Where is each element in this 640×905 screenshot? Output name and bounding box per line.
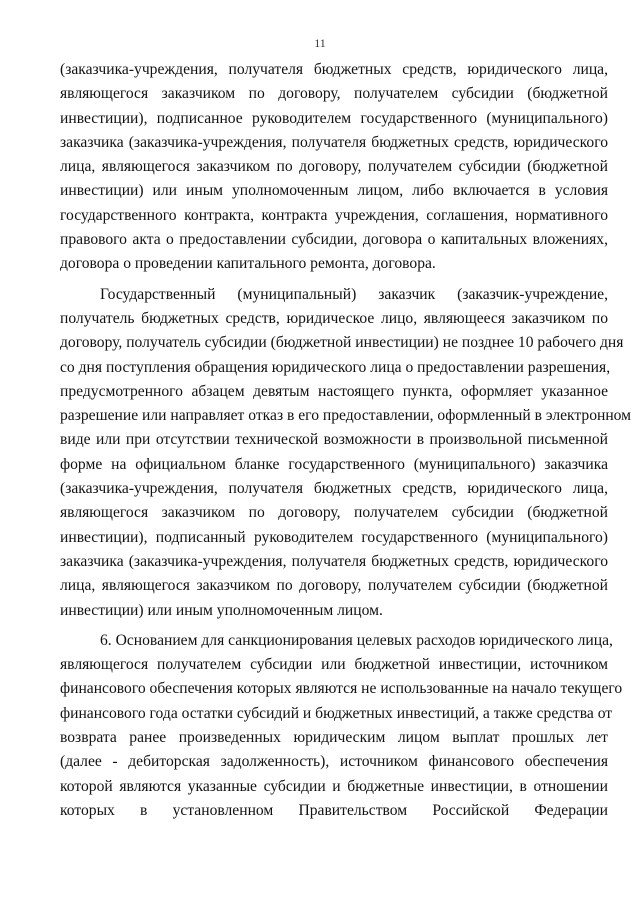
paragraph	[60, 283, 632, 623]
document-body	[60, 58, 632, 823]
text-line: форме на официальном бланке государственного (муниципального) заказчика	[60, 455, 608, 473]
text-line: инвестиции), подписанное руководителем государственного (муниципального)	[60, 109, 608, 127]
text-line: (заказчика-учреждения, получателя бюджетных средств, юридического лица,	[60, 61, 608, 78]
text-line: возврата ранее произведенных юридическим лицом выплат прошлых лет	[60, 729, 608, 747]
text-line: инвестиции), подписанный руководителем государственного (муниципального)	[60, 528, 608, 546]
text-line: лица, являющегося заказчиком по договору, получателем субсидии (бюджетной	[60, 577, 608, 595]
text-line: правового акта о предоставлении субсидии, договора о капитальных вложениях,	[60, 231, 608, 249]
text-line: (заказчика-учреждения, получателя бюджетных средств, юридического лица,	[60, 480, 608, 498]
text-line: заказчика (заказчика-учреждения, получателя бюджетных средств, юридического	[60, 552, 608, 570]
text-line: которой являются указанные субсидии и бюджетные инвестиции, в отношении	[60, 777, 608, 795]
text-line: являющегося заказчиком по договору, получателем субсидии (бюджетной	[60, 504, 608, 522]
text-line: государственного контракта, контракта учреждения, соглашения, нормативного	[60, 206, 608, 224]
text-line: которых в установленном Правительством Российской Федерации	[60, 801, 608, 819]
text-line: предусмотренного абзацем девятым настоящего пункта, оформляет указанное	[60, 382, 608, 400]
text-line: разрешение или направляет отказ в его предоставлении, оформленный в электронном	[60, 407, 632, 425]
page-number: 11	[314, 36, 326, 50]
text-line: договору, получатель субсидии (бюджетной инвестиции) не позднее 10 рабочего дня	[60, 334, 624, 352]
text-line: 6. Основанием для санкционирования целевых расходов юридического лица,	[100, 631, 613, 649]
text-line: договора о проведении капитального ремонта, договора.	[60, 255, 436, 273]
text-line: лица, являющегося заказчиком по договору, получателем субсидии (бюджетной	[60, 158, 608, 176]
text-line: Государственный (муниципальный) заказчик (заказчик-учреждение,	[100, 285, 608, 303]
text-line: виде или при отсутствии технической возможности в произвольной письменной	[60, 431, 608, 449]
paragraph	[60, 629, 623, 823]
text-line: заказчика (заказчика-учреждения, получателя бюджетных средств, юридического	[60, 133, 608, 151]
text-line: финансового обеспечения которых являются не использованные на начало текущего	[60, 680, 623, 698]
text-line: инвестиции) или иным уполномоченным лицом.	[60, 601, 383, 619]
text-line: (далее - дебиторская задолженность), источником финансового обеспечения	[60, 753, 608, 771]
text-line: являющегося получателем субсидии или бюджетной инвестиции, источником	[60, 656, 608, 674]
paragraph	[60, 58, 608, 277]
text-line: получатель бюджетных средств, юридическое лицо, являющееся заказчиком по	[60, 309, 608, 327]
text-line: инвестиции) или иным уполномоченным лицом, либо включается в условия	[60, 182, 608, 200]
text-line: финансового года остатки субсидий и бюджетных инвестиций, а также средства от	[60, 704, 613, 722]
text-line: со дня поступления обращения юридического лица о предоставлении разрешения,	[60, 358, 611, 376]
text-line: являющегося заказчиком по договору, получателем субсидии (бюджетной	[60, 85, 608, 103]
